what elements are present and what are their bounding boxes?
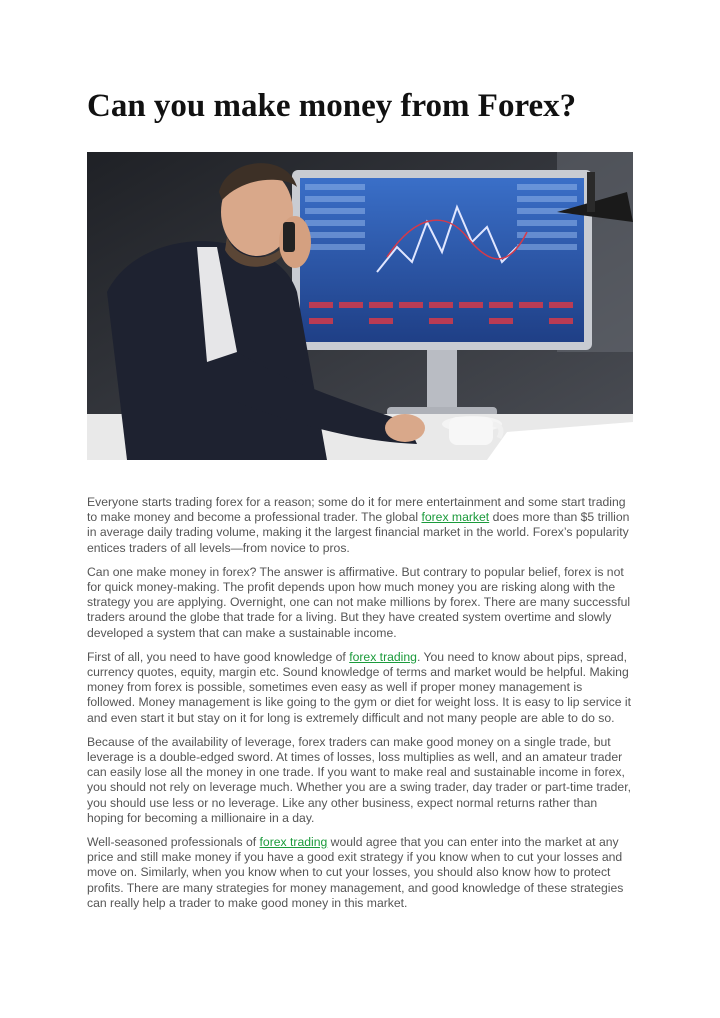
paragraph-text: Well-seasoned professionals of [87, 835, 260, 850]
forex-trading-link-2[interactable]: forex trading [259, 835, 328, 850]
paragraph-text: would agree that you can enter into the market at any price and still make money if you have a good exit strategy if you know when to cut your losses and move on. Similarly, when you know when to cut your losses, you should also know how to protect profits. There are many strategies for money management, and good knowledge of these strategies can really help a trader to make good money in this market. [87, 835, 624, 910]
forex-market-link[interactable]: forex market [421, 510, 490, 525]
trader-illustration [87, 152, 633, 460]
paragraph-text: . You need to know about pips, spread, currency quotes, equity, margin etc. Sound knowledge of terms and market would be helpful. Making money from forex is possible, sometimes even easy as well if proper money management is followed. Money management is like going to the gym or diet for weight loss. It is easy to lip service it and even start it but stay on it for long is extremely difficult and not many people are able to do so. [87, 649, 631, 725]
paragraph-text: Everyone starts trading forex for a reason; some do it for mere entertainment and some start trading to make money and become a professional trader. The global [87, 495, 626, 525]
paragraph-2: Can one make money in forex? The answer is affirmative. But contrary to popular belief, forex is not for quick money-making. The profit depends upon how much money you are risking along with the strategy you are applying. Overnight, one can not make millions by forex. There are many successful traders around the globe that trade for a living. But they have created system overtime and slowly developed a system that can make a sustainable income. [87, 564, 631, 640]
paragraph-3 [87, 650, 633, 726]
article-body [87, 495, 633, 920]
paragraph-text: does more than $5 trillion in average daily trading volume, making it the largest financial market in the world. Forex’s popularity entices traders of all levels—from novice to pros. [87, 510, 630, 555]
hero-image [87, 152, 633, 460]
paragraph-4: Because of the availability of leverage, forex traders can make good money on a single trade, but leverage is a double-edged sword. At times of losses, loss multiplies as well, and an amateur trader can easily lose all the money in one trade. If you want to make real and sustainable income in forex, you should not rely on leverage much. Whether you are a swing trader, day trader or part-time trader, you should use less or no leverage. Like any other business, expect normal returns rather than hoping for becoming a millionaire in a day. [87, 734, 631, 825]
paragraph-1 [87, 495, 633, 556]
forex-trading-link[interactable]: forex trading [349, 649, 417, 664]
paragraph-5 [87, 835, 633, 911]
page-title: Can you make money from Forex? [87, 88, 577, 124]
paragraph-text: First of all, you need to have good knowledge of [87, 649, 350, 664]
